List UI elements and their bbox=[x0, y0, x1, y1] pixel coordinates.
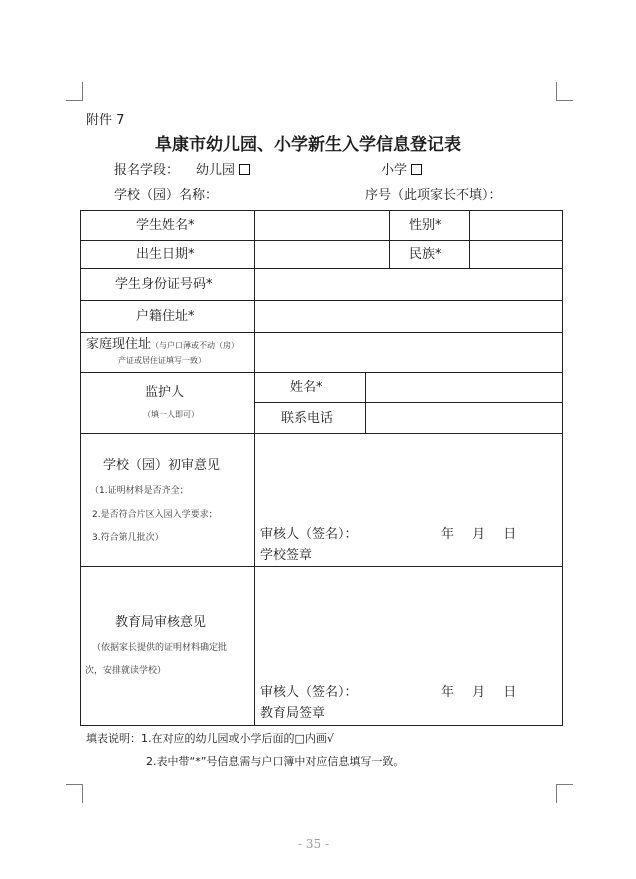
bureau-reviewer-label: 审核人（签名）： bbox=[260, 685, 358, 700]
guardian-label: 监护人 bbox=[145, 385, 185, 400]
birth-date-label: 出生日期* bbox=[136, 247, 195, 262]
current-address-cell bbox=[86, 338, 239, 351]
page-title: 阜康市幼儿园、小学新生入学信息登记表 bbox=[155, 135, 461, 155]
guardian-phone-label: 联系电话 bbox=[281, 411, 334, 426]
bureau-review-title: 教育局审核意见 bbox=[115, 615, 207, 630]
bureau-review-note-1: （依据家长提供的证明材料确定批 bbox=[92, 643, 228, 653]
school-reviewer-label: 审核人（签名）： bbox=[260, 527, 358, 542]
serial-label: 序号（此项家长不填）： bbox=[365, 188, 502, 203]
kindergarten-checkbox[interactable] bbox=[239, 164, 250, 175]
school-review-note-2: 2.是否符合片区入园入学要求； bbox=[92, 510, 218, 520]
crop-mark-bottom-right bbox=[556, 784, 573, 803]
ethnicity-label: 民族* bbox=[409, 247, 442, 262]
school-review-field[interactable] bbox=[255, 434, 561, 522]
school-name-label: 学校（园）名称： bbox=[114, 188, 219, 203]
guardian-note: （填一人即可） bbox=[143, 410, 199, 419]
primary-option[interactable] bbox=[381, 164, 422, 177]
student-name-field[interactable] bbox=[255, 211, 388, 239]
current-address-note-1: （与户口薄或不动（房） bbox=[151, 341, 240, 350]
guardian-name-label: 姓名* bbox=[290, 380, 323, 395]
crop-mark-top-right bbox=[556, 82, 573, 101]
primary-checkbox[interactable] bbox=[411, 164, 422, 175]
primary-label: 小学 bbox=[381, 163, 408, 178]
crop-mark-top-left bbox=[66, 82, 83, 101]
gender-label: 性别* bbox=[409, 218, 442, 233]
kindergarten-label: 幼儿园 bbox=[196, 163, 236, 178]
school-review-date: 年 月 日 bbox=[441, 527, 517, 542]
bureau-review-date: 年 月 日 bbox=[441, 685, 517, 700]
bureau-seal-label: 教育局签章 bbox=[260, 706, 326, 721]
current-address-field[interactable] bbox=[255, 333, 561, 371]
birth-date-field[interactable] bbox=[255, 241, 388, 267]
school-review-title: 学校（园）初审意见 bbox=[103, 458, 221, 473]
ethnicity-field[interactable] bbox=[470, 241, 561, 267]
attachment-label: 附件 7 bbox=[86, 113, 125, 128]
bureau-review-note-2: 次，安排就读学校） bbox=[85, 666, 167, 676]
current-address-note-2: 产证或居住证填写一致） bbox=[118, 356, 206, 365]
kindergarten-option[interactable] bbox=[196, 164, 250, 177]
student-name-label: 学生姓名* bbox=[136, 218, 195, 233]
current-address-label: 家庭现住址 bbox=[86, 337, 152, 352]
footer-note-1: 填表说明：1.在对应的幼儿园或小学后面的□内画√ bbox=[86, 732, 334, 745]
school-review-note-3: 3.符合第几批次） bbox=[92, 533, 164, 543]
crop-mark-bottom-left bbox=[66, 784, 83, 803]
household-address-field[interactable] bbox=[255, 301, 561, 331]
school-review-note-1: （1.证明材料是否齐全； bbox=[90, 486, 189, 496]
guardian-name-field[interactable] bbox=[366, 373, 561, 401]
bureau-review-field[interactable] bbox=[255, 567, 561, 680]
footer-note-2: 2.表中带“*”号信息需与户口簿中对应信息填写一致。 bbox=[146, 755, 405, 768]
household-address-label: 户籍住址* bbox=[136, 309, 195, 324]
id-number-field[interactable] bbox=[255, 269, 561, 299]
level-label: 报名学段： bbox=[114, 163, 180, 178]
page-number: - 35 - bbox=[298, 837, 330, 851]
guardian-phone-field[interactable] bbox=[366, 403, 561, 432]
id-number-label: 学生身份证号码* bbox=[115, 277, 213, 292]
school-seal-label: 学校签章 bbox=[260, 548, 313, 563]
gender-field[interactable] bbox=[470, 211, 561, 239]
